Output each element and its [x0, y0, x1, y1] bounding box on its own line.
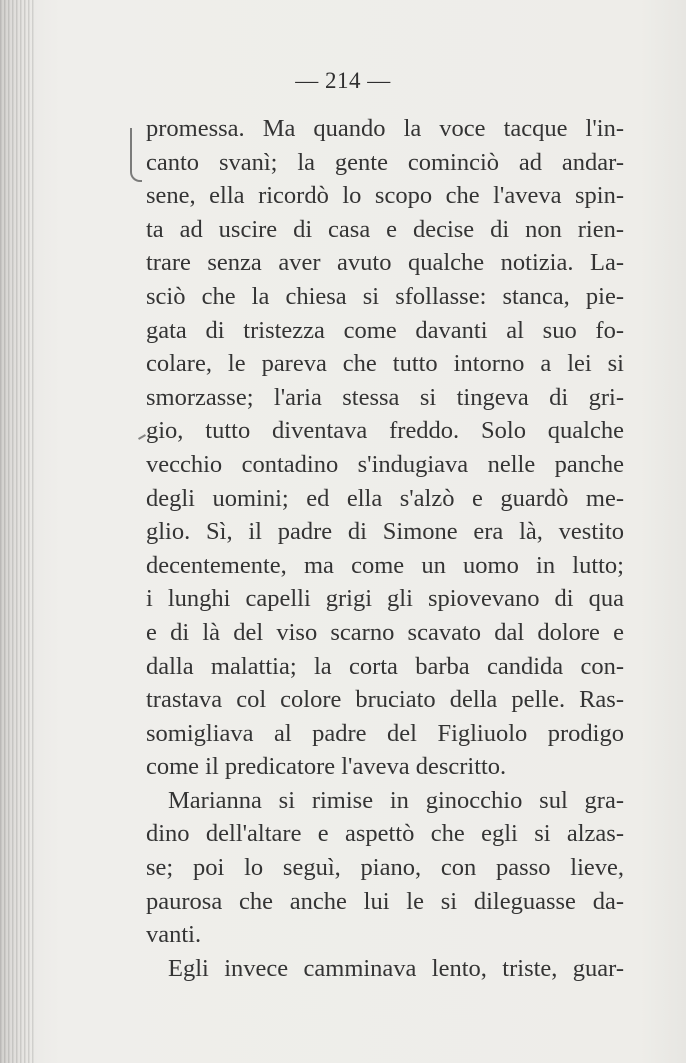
- text-line: glio. Sì, il padre di Simone era là, vestito: [146, 518, 624, 546]
- text-line: Egli invece camminava lento, triste, guar-: [168, 954, 624, 982]
- text-line: gio, tutto diventava freddo. Solo qualche: [146, 417, 624, 445]
- text-line: i lunghi capelli grigi gli spiovevano di qua: [146, 585, 624, 613]
- text-line: somigliava al padre del Figliuolo prodigo: [146, 719, 624, 747]
- page-gutter: [0, 0, 34, 1063]
- text-line: sciò che la chiesa si sfollasse: stanca, pie-: [146, 282, 624, 310]
- text-line: trare senza aver avuto qualche notizia. La-: [146, 249, 624, 277]
- text-line: vecchio contadino s'indugiava nelle panche: [146, 450, 624, 478]
- margin-bracket-mark: [130, 128, 142, 182]
- text-line: Marianna si rimise in ginocchio sul gra-: [168, 786, 624, 814]
- text-line: degli uomini; ed ella s'alzò e guardò me-: [146, 484, 624, 512]
- text-line: come il predicatore l'aveva descritto.: [146, 753, 507, 781]
- text-line: trastava col colore bruciato della pelle. Ras-: [146, 686, 624, 714]
- margin-tick-mark: [138, 434, 146, 440]
- text-line: ta ad uscire di casa e decise di non rien-: [146, 215, 624, 243]
- text-line: canto svanì; la gente cominciò ad andar-: [146, 148, 624, 176]
- text-line: vanti.: [146, 921, 202, 949]
- page-text: [146, 112, 624, 985]
- text-line: dalla malattia; la corta barba candida con-: [146, 652, 624, 680]
- text-line: decentemente, ma come un uomo in lutto;: [146, 551, 624, 579]
- text-line: colare, le pareva che tutto intorno a lei si: [146, 350, 624, 378]
- text-line: promessa. Ma quando la voce tacque l'in-: [146, 115, 624, 142]
- text-line: gata di tristezza come davanti al suo fo-: [146, 316, 624, 344]
- text-line: sene, ella ricordò lo scopo che l'aveva spin-: [146, 182, 624, 210]
- text-line: e di là del viso scarno scavato dal dolore e: [146, 618, 624, 646]
- text-line: dino dell'altare e aspettò che egli si alzas-: [146, 820, 624, 848]
- text-line: paurosa che anche lui le si dileguasse da-: [146, 887, 624, 915]
- text-line: se; poi lo seguì, piano, con passo lieve,: [146, 854, 624, 882]
- page-number: — 214 —: [295, 68, 391, 93]
- text-line: smorzasse; l'aria stessa si tingeva di gri-: [146, 383, 624, 411]
